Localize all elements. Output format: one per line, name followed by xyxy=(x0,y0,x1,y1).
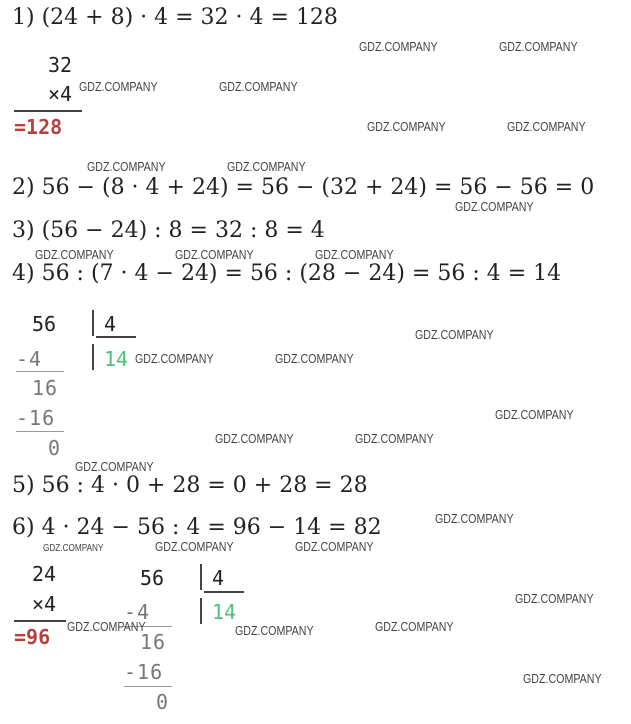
division-bar-lower xyxy=(92,344,94,370)
watermark: GDZ.COMPANY xyxy=(275,351,354,366)
watermark: GDZ.COMPANY xyxy=(43,543,104,554)
watermark: GDZ.COMPANY xyxy=(235,623,314,638)
equation-6: 6) 4 · 24 − 56 : 4 = 96 − 14 = 82 xyxy=(12,515,382,540)
division-divisor-line xyxy=(204,591,244,593)
watermark: GDZ.COMPANY xyxy=(507,119,586,134)
mult-top-number: 32 xyxy=(48,53,73,77)
watermark: GDZ.COMPANY xyxy=(295,539,374,554)
equation-1: 1) (24 + 8) · 4 = 32 · 4 = 128 xyxy=(12,5,338,30)
watermark: GDZ.COMPANY xyxy=(35,247,114,262)
watermark: GDZ.COMPANY xyxy=(219,79,298,94)
watermark: GDZ.COMPANY xyxy=(375,619,454,634)
division-dividend: 56 xyxy=(140,566,165,590)
division-line-2 xyxy=(124,686,172,687)
division-line-1 xyxy=(16,371,64,372)
watermark: GDZ.COMPANY xyxy=(215,431,294,446)
watermark: GDZ.COMPANY xyxy=(315,247,394,262)
division-bar xyxy=(92,310,94,336)
division-bar xyxy=(200,564,202,590)
equation-4: 4) 56 : (7 · 4 − 24) = 56 : (28 − 24) = 56 : 4 = 14 xyxy=(12,261,562,286)
equation-2: 2) 56 − (8 · 4 + 24) = 56 − (32 + 24) = 56 − 56 = 0 xyxy=(12,175,595,200)
division-bar-lower xyxy=(200,598,202,624)
division-line-2 xyxy=(16,431,64,432)
watermark: GDZ.COMPANY xyxy=(415,327,494,342)
watermark: GDZ.COMPANY xyxy=(155,539,234,554)
equation-3: 3) (56 − 24) : 8 = 32 : 8 = 4 xyxy=(12,218,325,243)
watermark: GDZ.COMPANY xyxy=(435,511,514,526)
watermark: GDZ.COMPANY xyxy=(75,459,154,474)
mult-top-number: 24 xyxy=(32,562,57,586)
mult-multiplier: ×4 xyxy=(48,82,73,106)
division-remainder-1: 16 xyxy=(32,376,59,400)
division-divisor: 4 xyxy=(212,566,225,590)
division-subtract-1: -4 xyxy=(16,347,43,371)
division-subtract-2: -16 xyxy=(124,660,164,684)
watermark: GDZ.COMPANY xyxy=(367,119,446,134)
equation-5: 5) 56 : 4 · 0 + 28 = 0 + 28 = 28 xyxy=(12,473,368,498)
mult-line xyxy=(14,110,82,112)
mult-multiplier: ×4 xyxy=(32,592,57,616)
division-quotient: 14 xyxy=(212,600,237,624)
watermark: GDZ.COMPANY xyxy=(499,39,578,54)
division-divisor: 4 xyxy=(104,312,117,336)
division-remainder-2: 0 xyxy=(156,690,170,714)
mult-line xyxy=(14,620,66,622)
watermark: GDZ.COMPANY xyxy=(355,431,434,446)
division-remainder-1: 16 xyxy=(140,630,167,654)
watermark: GDZ.COMPANY xyxy=(523,671,602,686)
division-subtract-1: -4 xyxy=(124,600,151,624)
division-quotient: 14 xyxy=(104,347,129,371)
watermark: GDZ.COMPANY xyxy=(359,39,438,54)
watermark: GDZ.COMPANY xyxy=(135,351,214,366)
division-remainder-2: 0 xyxy=(48,436,62,460)
watermark: GDZ.COMPANY xyxy=(227,159,306,174)
watermark: GDZ.COMPANY xyxy=(515,591,594,606)
watermark: GDZ.COMPANY xyxy=(87,159,166,174)
mult-result: =96 xyxy=(14,625,51,649)
watermark: GDZ.COMPANY xyxy=(79,79,158,94)
watermark: GDZ.COMPANY xyxy=(455,199,534,214)
division-subtract-2: -16 xyxy=(16,406,56,430)
mult-result: =128 xyxy=(14,115,63,139)
division-divisor-line xyxy=(96,336,136,338)
watermark: GDZ.COMPANY xyxy=(495,407,574,422)
watermark: GDZ.COMPANY xyxy=(175,247,254,262)
watermark: GDZ.COMPANY xyxy=(67,619,146,634)
division-dividend: 56 xyxy=(32,312,57,336)
